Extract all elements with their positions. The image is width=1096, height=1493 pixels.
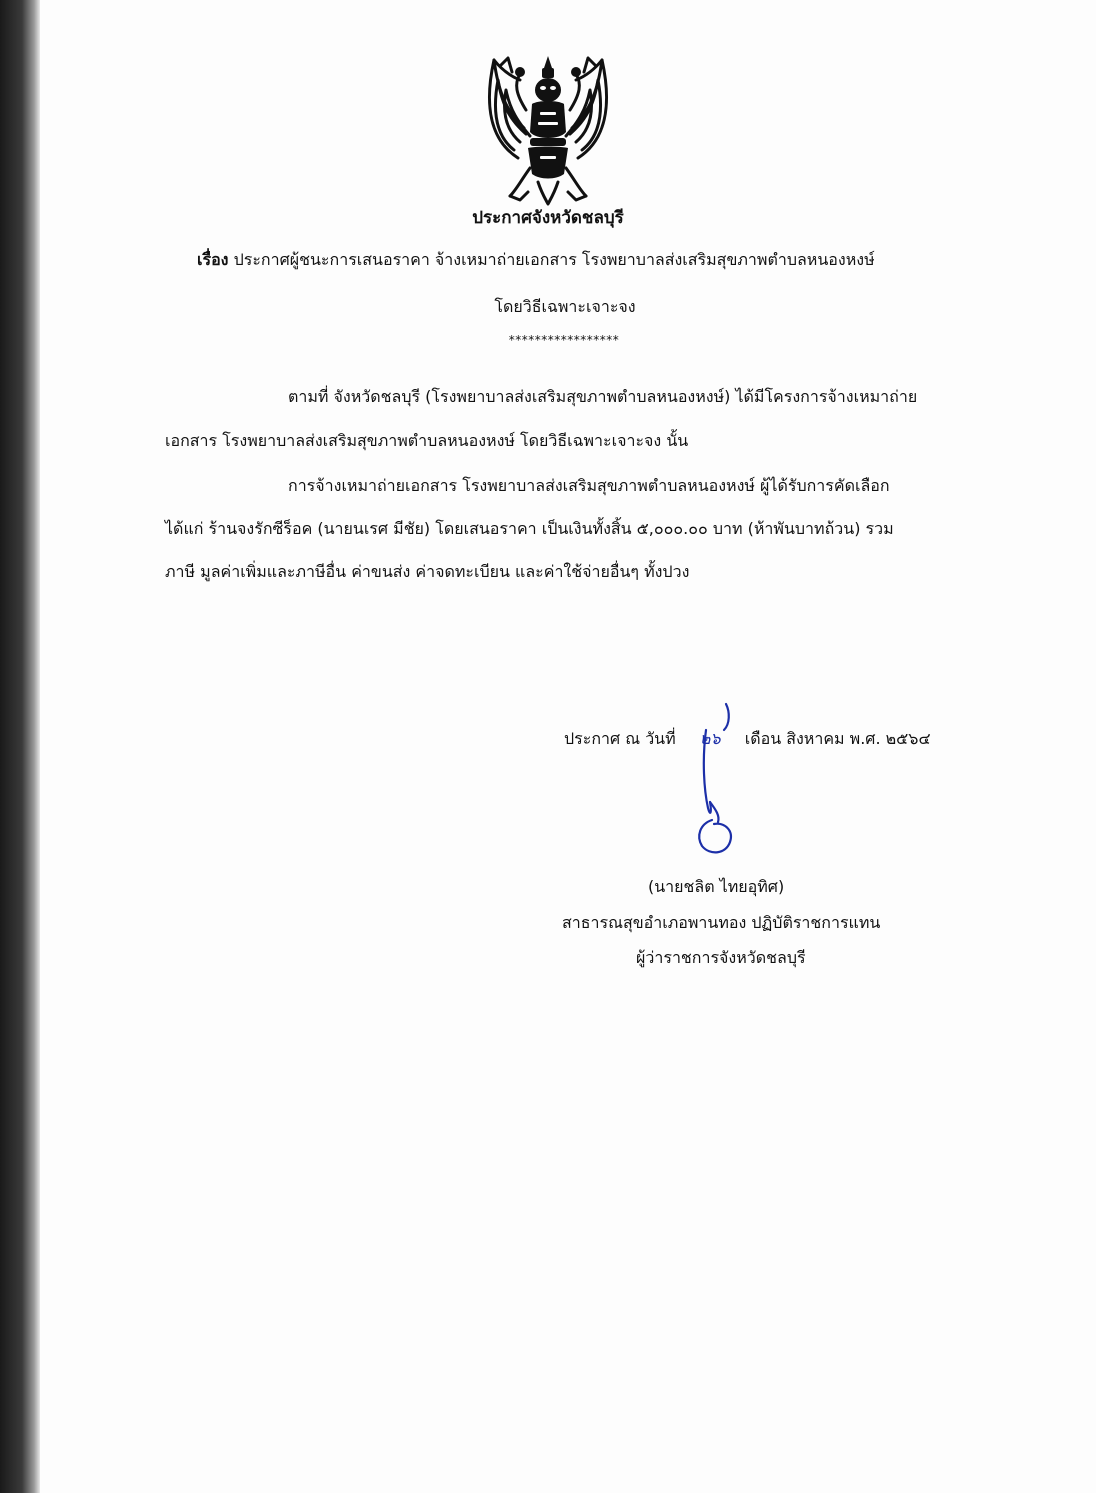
separator-stars: *****************	[508, 333, 620, 347]
signatory-position-line-1: สาธารณสุขอำเภอพานทอง ปฏิบัติราชการแทน	[562, 913, 881, 932]
page-title: ประกาศจังหวัดชลบุรี	[472, 208, 624, 228]
signatory-name: (นายชลิต ไทยอุทิศ)	[648, 877, 785, 896]
garuda-emblem-icon	[480, 50, 616, 206]
paragraph-1-line-1: ตามที่ จังหวัดชลบุรี (โรงพยาบาลส่งเสริมสุขภาพตำบลหนองหงษ์) ได้มีโครงการจ้างเหมาถ่าย	[288, 387, 918, 406]
paragraph-1-line-2: เอกสาร โรงพยาบาลส่งเสริมสุขภาพตำบลหนองหงษ์ โดยวิธีเฉพาะเจาะจง นั้น	[165, 431, 689, 450]
subject-line	[197, 249, 875, 271]
date-prefix: ประกาศ ณ วันที่	[564, 729, 676, 748]
date-day: ๒๖	[699, 729, 721, 748]
subject-continuation: โดยวิธีเฉพาะเจาะจง	[494, 297, 636, 316]
signatory-position-line-2: ผู้ว่าราชการจังหวัดชลบุรี	[636, 948, 806, 967]
handwritten-signature	[690, 690, 750, 870]
subject-text: ประกาศผู้ชนะการเสนอราคา จ้างเหมาถ่ายเอกสาร โรงพยาบาลส่งเสริมสุขภาพตำบลหนองหงษ์	[233, 250, 875, 269]
paragraph-2-line-2: ได้แก่ ร้านจงรักซีร็อค (นายนเรศ มีชัย) โดยเสนอราคา เป็นเงินทั้งสิ้น ๕,๐๐๐.๐๐ บาท (ห้าพันบาทถ้วน) รวม	[165, 519, 894, 538]
subject-label: เรื่อง	[197, 250, 229, 269]
date-month-year: เดือน สิงหาคม พ.ศ. ๒๕๖๔	[744, 729, 931, 748]
paragraph-2-line-1: การจ้างเหมาถ่ายเอกสาร โรงพยาบาลส่งเสริมสุขภาพตำบลหนองหงษ์ ผู้ได้รับการคัดเลือก	[288, 476, 890, 495]
paragraph-2-line-3: ภาษี มูลค่าเพิ่มและภาษีอื่น ค่าขนส่ง ค่าจดทะเบียน และค่าใช้จ่ายอื่นๆ ทั้งปวง	[165, 562, 690, 581]
